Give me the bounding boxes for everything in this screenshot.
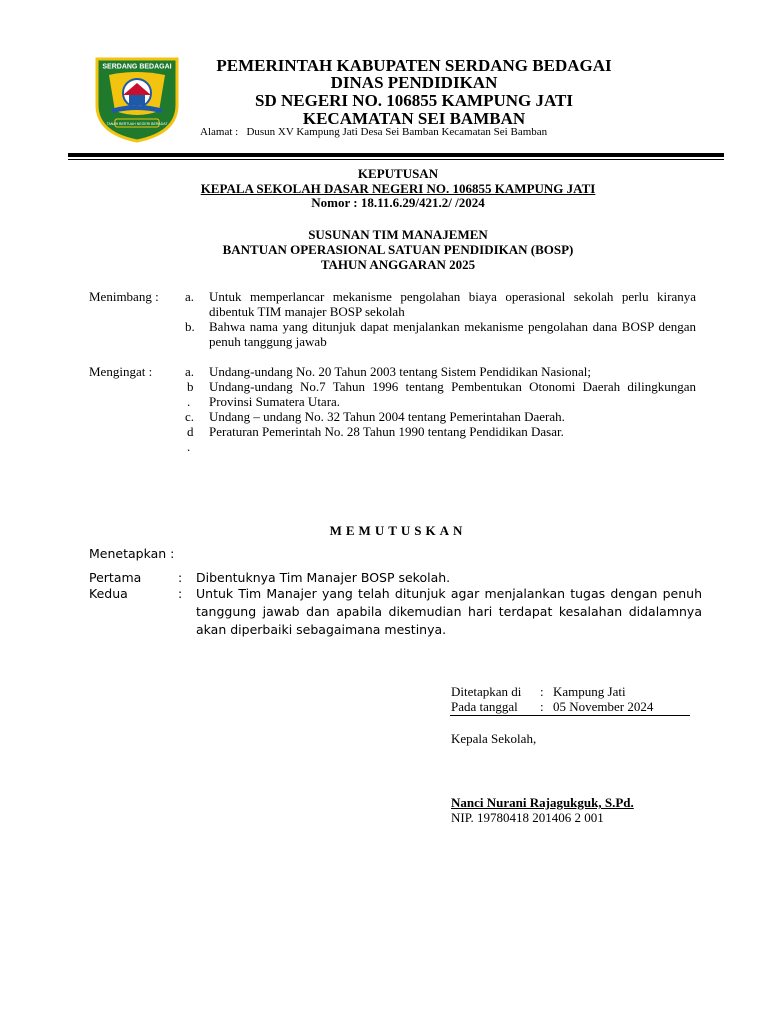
- kedua-text: Untuk Tim Manajer yang telah ditunjuk agar menjalankan tugas dengan penuh tanggung jawab dan apabila dikemudian hari terdapat kesalahan didalamnya akan diperbaiki sebagaimana mestinya.: [196, 586, 702, 637]
- mengingat-item-d: Peraturan Pemerintah No. 28 Tahun 1990 tentang Pendidikan Dasar.: [209, 424, 564, 439]
- menimbang-marker-b: b.: [185, 319, 195, 334]
- subject-line-1: SUSUNAN TIM MANAJEMEN: [308, 227, 488, 242]
- logo-bottom-text: TANAH BERTUAH NEGERI BERADAT: [106, 122, 168, 126]
- address-text: Dusun XV Kampung Jati Desa Sei Bamban Kecamatan Sei Bamban: [246, 126, 548, 138]
- header-department-line: DINAS PENDIDIKAN: [330, 73, 498, 92]
- mengingat-marker-b: b: [187, 379, 194, 394]
- mengingat-item-b: Undang-undang No.7 Tahun 1996 tentang Pembentukan Otonomi Daerah dilingkungan Provinsi Sumatera Utara.: [209, 379, 696, 409]
- header-government-line: PEMERINTAH KABUPATEN SERDANG BEDAGAI: [216, 56, 612, 75]
- signer-name: Nanci Nurani Rajagukguk, S.Pd.: [451, 795, 634, 810]
- place-value: Kampung Jati: [553, 684, 626, 699]
- menimbang-item-b: Bahwa nama yang ditunjuk dapat menjalankan mekanisme pengolahan dana BOSP dengan penuh tanggung jawab: [209, 319, 696, 349]
- decision-heading: MEMUTUSKAN: [329, 523, 467, 538]
- signer-nip: NIP. 19780418 201406 2 001: [451, 810, 604, 825]
- mengingat-item-c: Undang – undang No. 32 Tahun 2004 tentang Pemerintahan Daerah.: [209, 409, 565, 424]
- logo-top-text: SERDANG BEDAGAI: [102, 63, 172, 71]
- date-label: Pada tanggal: [451, 699, 518, 714]
- pertama-colon: :: [178, 570, 183, 585]
- menetapkan-label: Menetapkan :: [89, 546, 175, 561]
- mengingat-marker-a: a.: [185, 364, 195, 379]
- kedua-label: Kedua: [89, 586, 128, 601]
- header-school-line: SD NEGERI NO. 106855 KAMPUNG JATI: [255, 91, 573, 110]
- mengingat-item-a: Undang-undang No. 20 Tahun 2003 tentang Sistem Pendidikan Nasional;: [209, 364, 591, 379]
- address-label: Alamat :: [200, 126, 239, 138]
- mengingat-marker-d: d: [187, 424, 194, 439]
- place-separator: :: [540, 684, 544, 699]
- header-district-line: KECAMATAN SEI BAMBAN: [302, 109, 526, 128]
- mengingat-label: Mengingat :: [89, 364, 153, 379]
- menimbang-label: Menimbang :: [89, 289, 159, 304]
- menimbang-item-a: Untuk memperlancar mekanisme pengolahan biaya operasional sekolah perlu kiranya dibentuk TIM manajer BOSP sekolah: [209, 289, 696, 319]
- place-label: Ditetapkan di: [451, 684, 522, 699]
- decree-number: Nomor : 18.11.6.29/421.2/ /2024: [311, 195, 485, 210]
- signer-role: Kepala Sekolah,: [451, 731, 537, 746]
- subject-line-3: TAHUN ANGGARAN 2025: [320, 257, 476, 272]
- mengingat-marker-c: c.: [185, 409, 195, 424]
- pertama-text: Dibentuknya Tim Manajer BOSP sekolah.: [196, 570, 451, 585]
- header-divider-thick: [68, 153, 724, 157]
- signature-date-underline: [450, 715, 690, 716]
- menimbang-marker-a: a.: [185, 289, 195, 304]
- mengingat-marker-b-dot: .: [187, 394, 191, 409]
- decree-title: KEPUTUSAN: [357, 166, 439, 181]
- header-address: [200, 126, 547, 138]
- kedua-colon: :: [178, 586, 183, 601]
- subject-line-2: BANTUAN OPERASIONAL SATUAN PENDIDIKAN (BOSP): [222, 242, 574, 257]
- header-divider-thin: [68, 159, 724, 160]
- mengingat-marker-d-dot: .: [187, 439, 191, 454]
- pertama-label: Pertama: [89, 570, 142, 585]
- date-value: 05 November 2024: [553, 699, 654, 714]
- date-separator: :: [540, 699, 544, 714]
- decree-issuer: KEPALA SEKOLAH DASAR NEGERI NO. 106855 KAMPUNG JATI: [200, 181, 596, 196]
